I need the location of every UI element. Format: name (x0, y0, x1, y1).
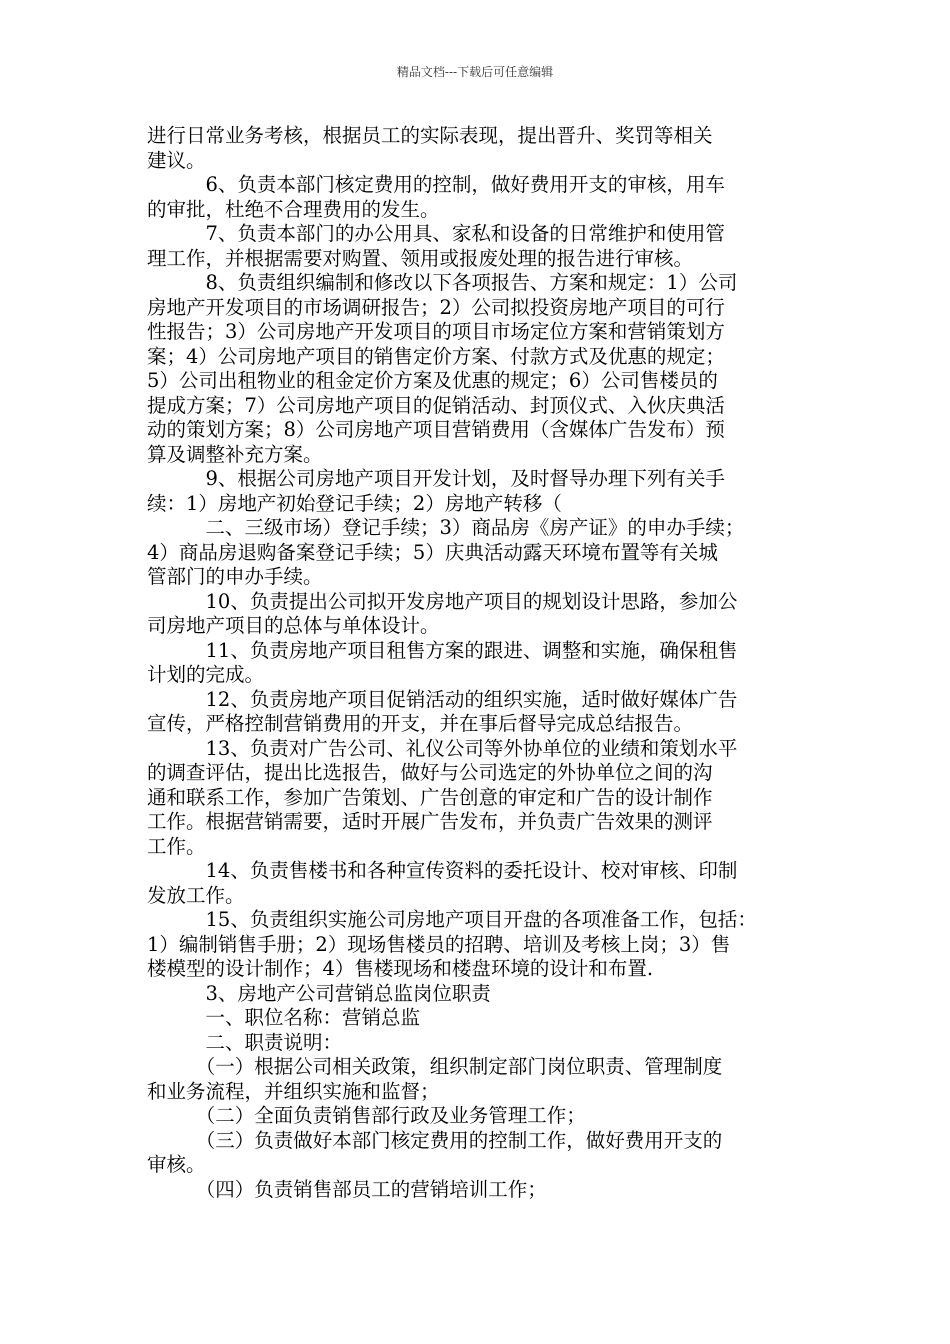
text-line: 5）公司出租物业的租金定价方案及优惠的规定；6）公司售楼员的 (147, 369, 718, 392)
text-line: 工作。根据营销需要，适时开展广告发布，并负责广告效果的测评 (147, 810, 713, 833)
text-line: （二）全面负责销售部行政及业务管理工作； (147, 1104, 586, 1127)
text-line: 通和联系工作，参加广告策划、广告创意的审定和广告的设计制作 (147, 785, 713, 809)
text-line: 发放工作。 (147, 883, 245, 907)
text-line: 7、负责本部门的办公用具、家私和设备的日常维护和使用管 (147, 222, 725, 245)
text-line: 建议。 (147, 148, 206, 172)
text-line: 动的策划方案；8）公司房地产项目营销费用（含媒体广告发布）预 (147, 418, 725, 441)
text-line: 进行日常业务考核，根据员工的实际表现，提出晋升、奖罚等相关 (147, 124, 713, 147)
text-line: 6、负责本部门核定费用的控制，做好费用开支的审核，用车 (147, 173, 725, 196)
text-line: 工作。 (147, 834, 206, 858)
text-line: 理工作，并根据需要对购置、领用或报废处理的报告进行审核。 (147, 246, 694, 270)
document-body (147, 124, 827, 1202)
text-line: 8、负责组织编制和修改以下各项报告、方案和规定：1）公司 (147, 271, 738, 294)
text-line: 审核。 (147, 1153, 206, 1176)
text-line: 的审批，杜绝不合理费用的发生。 (147, 197, 440, 221)
text-line: 14、负责售楼书和各种宣传资料的委托设计、校对审核、印制 (147, 859, 738, 882)
text-line: 二、三级市场）登记手续；3）商品房《房产证》的申办手续； (147, 516, 745, 539)
text-line: （四）负责销售部员工的营销培训工作； (147, 1177, 547, 1201)
text-line: 宣传，严格控制营销费用的开支，并在事后督导完成总结报告。 (147, 712, 694, 735)
text-line: （三）负责做好本部门核定费用的控制工作，做好费用开支的 (147, 1128, 723, 1152)
text-line: 和业务流程，并组织实施和监督； (147, 1079, 440, 1103)
text-line: 楼模型的设计制作；4）售楼现场和楼盘环境的设计和布置. (147, 957, 654, 980)
text-line: 算及调整补充方案。 (147, 442, 323, 466)
text-line: 计划的完成。 (147, 663, 265, 686)
text-line: 1）编制销售手册；2）现场售楼员的招聘、培训及考核上岗；3）售 (147, 932, 731, 956)
text-line: 性报告；3）公司房地产开发项目的项目市场定位方案和营销策划方 (147, 320, 725, 343)
page-header: 精品文档---下载后可任意编辑 (396, 65, 554, 79)
text-line: （一）根据公司相关政策，组织制定部门岗位职责、管理制度 (147, 1055, 723, 1078)
text-line: 12、负责房地产项目促销活动的组织实施，适时做好媒体广告 (147, 687, 738, 711)
text-line: 11、负责房地产项目租售方案的跟进、调整和实施，确保租售 (147, 638, 738, 662)
text-line: 一、职位名称：营销总监 (147, 1006, 421, 1029)
text-line: 续：1）房地产初始登记手续；2）房地产转移（ (147, 491, 562, 515)
text-line: 9、根据公司房地产项目开发计划，及时督导办理下列有关手 (147, 467, 725, 490)
text-line: 管部门的申办手续。 (147, 565, 323, 588)
text-line: 案；4）公司房地产项目的销售定价方案、付款方式及优惠的规定； (147, 344, 725, 368)
section-heading: 3、房地产公司营销总监岗位职责 (147, 981, 491, 1005)
text-line: 二、职责说明： (147, 1030, 343, 1054)
text-line: 的调查评估，提出比选报告，做好与公司选定的外协单位之间的沟 (147, 761, 713, 784)
text-line: 13、负责对广告公司、礼仪公司等外协单位的业绩和策划水平 (147, 736, 738, 760)
text-line: 房地产开发项目的市场调研报告；2）公司拟投资房地产项目的可行 (147, 295, 725, 319)
text-line: 提成方案；7）公司房地产项目的促销活动、封顶仪式、入伙庆典活 (147, 393, 725, 417)
text-line: 10、负责提出公司拟开发房地产项目的规划设计思路，参加公 (147, 589, 738, 613)
text-line: 4）商品房退购备案登记手续；5）庆典活动露天环境布置等有关城 (147, 540, 718, 564)
text-line: 15、负责组织实施公司房地产项目开盘的各项准备工作，包括： (147, 908, 757, 931)
text-line: 司房地产项目的总体与单体设计。 (147, 614, 440, 637)
